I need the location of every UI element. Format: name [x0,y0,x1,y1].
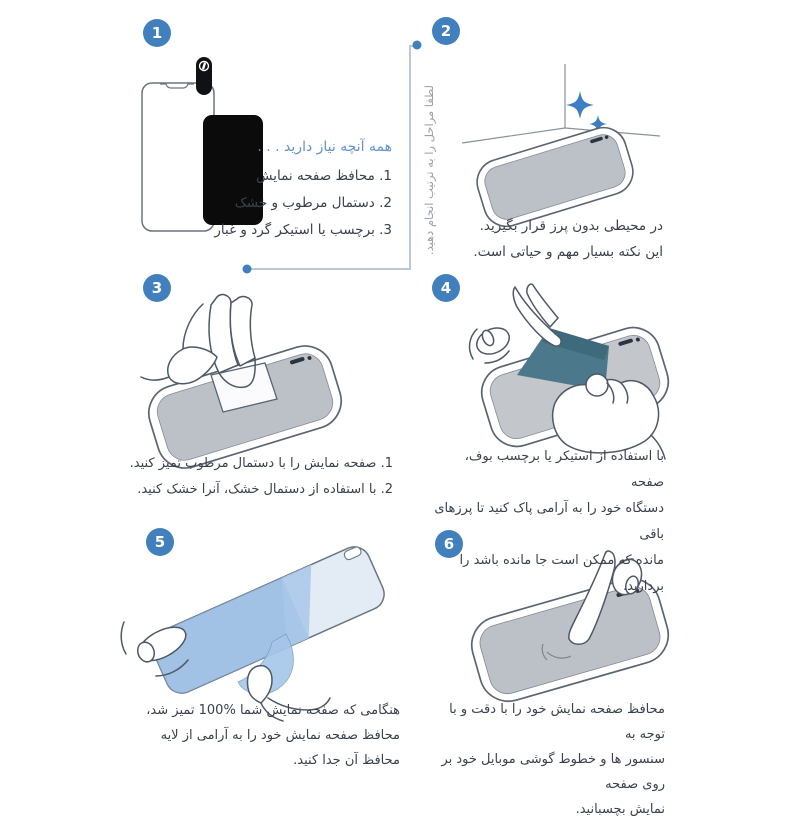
step-6-number-badge: 6 [435,530,463,558]
step3-cleaning-illustration [125,295,385,465]
step-3-number-badge: 3 [143,274,171,302]
step-1-caption [150,139,392,244]
step-4-caption [428,444,664,600]
step-6-caption [428,697,665,822]
step5-peel-illustration [118,548,393,703]
caption-line: سنسور ها و خطوط گوشی موبایل خود بر روی صفحه [441,752,665,792]
step-5-number-badge: 5 [146,528,174,556]
step2-surface-illustration [450,55,675,220]
caption-line: با استفاده از استیکر یا برچسب بوف، صفحه [464,449,664,490]
caption-line: دستگاه خود را به آرامی پاک کنید تا پرزهای باقی [434,501,664,542]
vertical-note-do-steps-in-order: لطفا مراحل را به ترتیب انجام دهید. [422,84,436,256]
room-corner-lines [462,64,660,143]
step-5-caption [138,698,400,773]
step-1-item: 3. برچسب یا استیکر گرد و غبار [214,222,392,238]
caption-line: این نکته بسیار مهم و حیاتی است. [473,244,663,260]
caption-line: 1. صفحه نمایش را با دستمال مرطوب تمیز کنید. [129,456,393,471]
caption-line: هنگامی که صفحه نمایش شما %100 تمیز شد، [146,703,400,718]
dust-sticker-tab [196,57,212,95]
step-1-number-badge: 1 [143,19,171,47]
sparkle-icon [566,91,607,133]
caption-line: 2. با استفاده از دستمال خشک، آنرا خشک کنید. [137,482,393,497]
caption-line: محافظ آن جدا کنید. [293,753,400,768]
caption-line: نمایش بچسبانید. [575,802,665,817]
step-4-number-badge: 4 [432,274,460,302]
step-2-number-badge: 2 [432,17,460,45]
step-1-heading: همه آنچه نیاز دارید . . . [257,139,392,155]
step-3-caption [128,451,393,503]
caption-line: محافظ صفحه نمایش خود را به آرامی از لایه [160,728,400,743]
caption-line: مانده که ممکن است جا مانده باشد را بردارید. [459,553,664,594]
step4-sticker-illustration [455,285,695,460]
caption-line: محافظ صفحه نمایش خود را با دقت و با توجه به [449,702,665,742]
step-1-item: 2. دستمال مرطوب و خشک [234,195,392,211]
step-2-caption [460,213,663,265]
caption-line: در محیطی بدون پرز قرار بگیرید. [479,218,663,234]
step-1-item: 1. محافظ صفحه نمایش [256,168,392,184]
